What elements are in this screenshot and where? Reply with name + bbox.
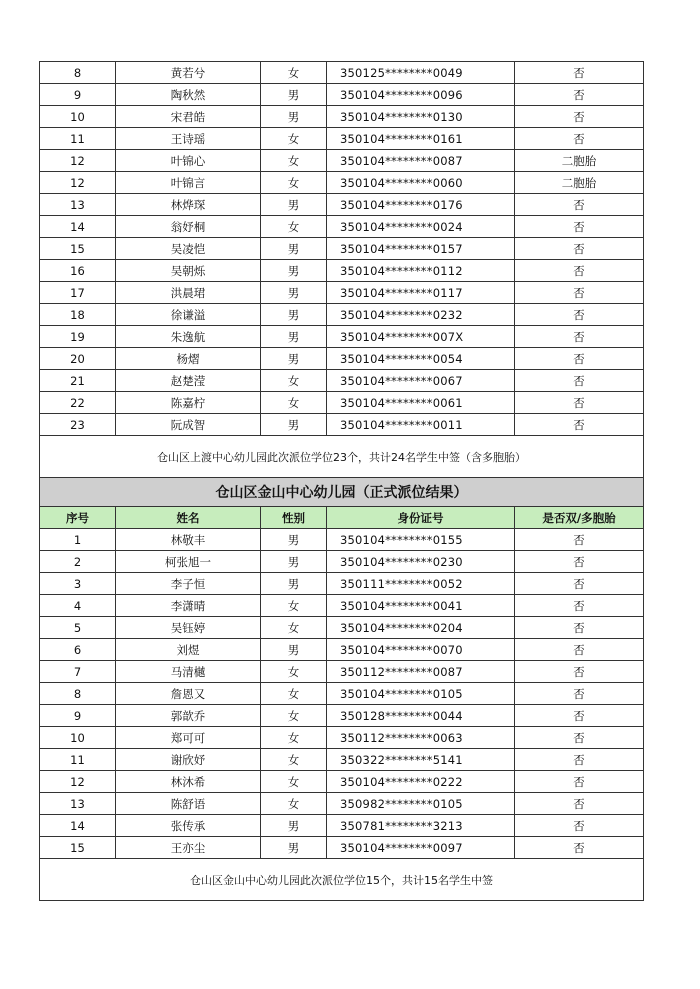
cell-id: 350104********007X <box>327 326 515 348</box>
cell-gender: 男 <box>261 414 327 436</box>
header-id: 身份证号 <box>327 507 515 529</box>
cell-twin: 否 <box>515 573 644 595</box>
cell-gender: 女 <box>261 595 327 617</box>
cell-id: 350125********0049 <box>327 62 515 84</box>
cell-gender: 女 <box>261 705 327 727</box>
cell-id: 350104********0155 <box>327 529 515 551</box>
cell-name: 林敬丰 <box>116 529 261 551</box>
table-row <box>40 150 644 172</box>
cell-gender: 女 <box>261 370 327 392</box>
cell-gender: 男 <box>261 529 327 551</box>
cell-name: 柯张旭一 <box>116 551 261 573</box>
cell-twin: 否 <box>515 661 644 683</box>
table-row <box>40 282 644 304</box>
table-row <box>40 326 644 348</box>
table2-summary-section <box>40 859 644 901</box>
table-row <box>40 304 644 326</box>
cell-gender: 男 <box>261 260 327 282</box>
cell-id: 350322********5141 <box>327 749 515 771</box>
cell-name: 翁妤桐 <box>116 216 261 238</box>
table-row <box>40 661 644 683</box>
cell-gender: 女 <box>261 62 327 84</box>
cell-no: 3 <box>40 573 116 595</box>
cell-gender: 女 <box>261 150 327 172</box>
cell-id: 350104********0204 <box>327 617 515 639</box>
table-row <box>40 771 644 793</box>
cell-id: 350112********0087 <box>327 661 515 683</box>
cell-gender: 女 <box>261 793 327 815</box>
cell-gender: 男 <box>261 815 327 837</box>
cell-twin: 否 <box>515 837 644 859</box>
cell-twin: 否 <box>515 749 644 771</box>
table2-title: 仓山区金山中心幼儿园（正式派位结果） <box>40 478 644 507</box>
cell-name: 王诗瑶 <box>116 128 261 150</box>
table2-header-row <box>40 507 644 529</box>
cell-no: 4 <box>40 595 116 617</box>
cell-name: 陈嘉柠 <box>116 392 261 414</box>
cell-gender: 女 <box>261 771 327 793</box>
table-row <box>40 815 644 837</box>
cell-twin: 二胞胎 <box>515 172 644 194</box>
cell-no: 6 <box>40 639 116 661</box>
cell-no: 20 <box>40 348 116 370</box>
table-row <box>40 573 644 595</box>
cell-no: 13 <box>40 194 116 216</box>
table-row <box>40 529 644 551</box>
cell-gender: 女 <box>261 128 327 150</box>
table-row <box>40 172 644 194</box>
cell-twin: 否 <box>515 414 644 436</box>
table1-summary-section <box>40 436 644 478</box>
cell-id: 350104********0097 <box>327 837 515 859</box>
cell-no: 11 <box>40 749 116 771</box>
table-row <box>40 348 644 370</box>
cell-twin: 否 <box>515 370 644 392</box>
cell-gender: 女 <box>261 661 327 683</box>
cell-name: 林沐希 <box>116 771 261 793</box>
cell-gender: 男 <box>261 304 327 326</box>
cell-gender: 男 <box>261 282 327 304</box>
cell-twin: 否 <box>515 238 644 260</box>
cell-twin: 否 <box>515 595 644 617</box>
cell-id: 350104********0054 <box>327 348 515 370</box>
cell-twin: 否 <box>515 793 644 815</box>
table-row <box>40 84 644 106</box>
cell-twin: 否 <box>515 771 644 793</box>
table-row <box>40 727 644 749</box>
header-gender: 性别 <box>261 507 327 529</box>
cell-name: 陶秋然 <box>116 84 261 106</box>
table2-head-section <box>40 478 644 529</box>
cell-no: 15 <box>40 837 116 859</box>
table-row <box>40 238 644 260</box>
cell-name: 陈舒语 <box>116 793 261 815</box>
cell-name: 林烨琛 <box>116 194 261 216</box>
cell-twin: 否 <box>515 304 644 326</box>
cell-gender: 女 <box>261 617 327 639</box>
cell-id: 350104********0096 <box>327 84 515 106</box>
cell-no: 19 <box>40 326 116 348</box>
cell-name: 谢欣妤 <box>116 749 261 771</box>
cell-name: 吴凌恺 <box>116 238 261 260</box>
cell-no: 5 <box>40 617 116 639</box>
cell-id: 350982********0105 <box>327 793 515 815</box>
table-row <box>40 194 644 216</box>
cell-id: 350104********0067 <box>327 370 515 392</box>
table-row <box>40 837 644 859</box>
cell-no: 16 <box>40 260 116 282</box>
cell-gender: 男 <box>261 106 327 128</box>
cell-id: 350104********0060 <box>327 172 515 194</box>
table-row <box>40 639 644 661</box>
cell-id: 350104********0230 <box>327 551 515 573</box>
header-name: 姓名 <box>116 507 261 529</box>
results-table <box>39 61 644 901</box>
cell-twin: 否 <box>515 62 644 84</box>
cell-no: 1 <box>40 529 116 551</box>
table2-summary: 仓山区金山中心幼儿园此次派位学位15个，共计15名学生中签 <box>40 859 644 901</box>
cell-gender: 女 <box>261 727 327 749</box>
table-row <box>40 392 644 414</box>
cell-name: 李潇晴 <box>116 595 261 617</box>
cell-no: 9 <box>40 705 116 727</box>
cell-gender: 男 <box>261 326 327 348</box>
cell-twin: 否 <box>515 128 644 150</box>
table-row <box>40 551 644 573</box>
cell-gender: 男 <box>261 348 327 370</box>
cell-id: 350111********0052 <box>327 573 515 595</box>
cell-twin: 否 <box>515 326 644 348</box>
cell-id: 350104********0157 <box>327 238 515 260</box>
cell-no: 15 <box>40 238 116 260</box>
table2-body <box>40 529 644 859</box>
table-row <box>40 106 644 128</box>
cell-name: 黄若兮 <box>116 62 261 84</box>
cell-no: 2 <box>40 551 116 573</box>
cell-id: 350104********0232 <box>327 304 515 326</box>
cell-no: 14 <box>40 815 116 837</box>
cell-id: 350104********0070 <box>327 639 515 661</box>
table-row <box>40 260 644 282</box>
cell-no: 12 <box>40 771 116 793</box>
cell-name: 刘煜 <box>116 639 261 661</box>
cell-id: 350104********0176 <box>327 194 515 216</box>
cell-twin: 否 <box>515 282 644 304</box>
cell-name: 郭歆乔 <box>116 705 261 727</box>
cell-gender: 男 <box>261 551 327 573</box>
cell-name: 阮成智 <box>116 414 261 436</box>
cell-twin: 否 <box>515 727 644 749</box>
cell-name: 朱逸航 <box>116 326 261 348</box>
cell-name: 王亦尘 <box>116 837 261 859</box>
table-row <box>40 683 644 705</box>
table-row <box>40 749 644 771</box>
cell-twin: 否 <box>515 529 644 551</box>
cell-gender: 男 <box>261 194 327 216</box>
cell-no: 23 <box>40 414 116 436</box>
cell-gender: 男 <box>261 238 327 260</box>
table-row <box>40 793 644 815</box>
cell-twin: 否 <box>515 260 644 282</box>
cell-id: 350104********0024 <box>327 216 515 238</box>
cell-id: 350104********0222 <box>327 771 515 793</box>
cell-gender: 男 <box>261 573 327 595</box>
cell-name: 赵楚滢 <box>116 370 261 392</box>
cell-name: 洪晨珺 <box>116 282 261 304</box>
cell-name: 李子恒 <box>116 573 261 595</box>
cell-id: 350781********3213 <box>327 815 515 837</box>
cell-name: 杨熠 <box>116 348 261 370</box>
cell-no: 8 <box>40 62 116 84</box>
cell-name: 吴朝烁 <box>116 260 261 282</box>
table-row <box>40 414 644 436</box>
cell-gender: 男 <box>261 837 327 859</box>
cell-name: 宋君皓 <box>116 106 261 128</box>
cell-id: 350104********0061 <box>327 392 515 414</box>
cell-no: 12 <box>40 172 116 194</box>
cell-no: 9 <box>40 84 116 106</box>
cell-gender: 女 <box>261 392 327 414</box>
cell-id: 350104********0011 <box>327 414 515 436</box>
cell-id: 350104********0041 <box>327 595 515 617</box>
header-twin: 是否双/多胞胎 <box>515 507 644 529</box>
cell-name: 叶锦言 <box>116 172 261 194</box>
cell-twin: 否 <box>515 216 644 238</box>
cell-twin: 二胞胎 <box>515 150 644 172</box>
cell-name: 叶锦心 <box>116 150 261 172</box>
header-no: 序号 <box>40 507 116 529</box>
cell-twin: 否 <box>515 639 644 661</box>
cell-no: 8 <box>40 683 116 705</box>
cell-id: 350104********0130 <box>327 106 515 128</box>
cell-gender: 男 <box>261 639 327 661</box>
cell-gender: 男 <box>261 84 327 106</box>
table-row <box>40 62 644 84</box>
table1-summary: 仓山区上渡中心幼儿园此次派位学位23个，共计24名学生中签（含多胞胎） <box>40 436 644 478</box>
cell-no: 10 <box>40 727 116 749</box>
cell-id: 350104********0161 <box>327 128 515 150</box>
table1-body <box>40 62 644 436</box>
table-row <box>40 705 644 727</box>
cell-no: 18 <box>40 304 116 326</box>
cell-no: 17 <box>40 282 116 304</box>
cell-id: 350104********0105 <box>327 683 515 705</box>
cell-no: 10 <box>40 106 116 128</box>
cell-twin: 否 <box>515 551 644 573</box>
cell-no: 13 <box>40 793 116 815</box>
table-row <box>40 617 644 639</box>
cell-twin: 否 <box>515 348 644 370</box>
cell-name: 徐谦溢 <box>116 304 261 326</box>
cell-name: 马清樾 <box>116 661 261 683</box>
cell-no: 11 <box>40 128 116 150</box>
cell-name: 郑可可 <box>116 727 261 749</box>
cell-name: 吴钰婷 <box>116 617 261 639</box>
cell-twin: 否 <box>515 106 644 128</box>
cell-twin: 否 <box>515 194 644 216</box>
table-row <box>40 128 644 150</box>
cell-id: 350112********0063 <box>327 727 515 749</box>
cell-id: 350104********0112 <box>327 260 515 282</box>
cell-name: 张传承 <box>116 815 261 837</box>
cell-no: 22 <box>40 392 116 414</box>
cell-gender: 女 <box>261 172 327 194</box>
cell-id: 350104********0087 <box>327 150 515 172</box>
cell-no: 21 <box>40 370 116 392</box>
cell-no: 12 <box>40 150 116 172</box>
cell-gender: 女 <box>261 683 327 705</box>
admission-results-sheet <box>39 61 643 901</box>
table-row <box>40 595 644 617</box>
cell-twin: 否 <box>515 705 644 727</box>
cell-twin: 否 <box>515 392 644 414</box>
cell-no: 14 <box>40 216 116 238</box>
cell-twin: 否 <box>515 815 644 837</box>
table-row <box>40 370 644 392</box>
cell-no: 7 <box>40 661 116 683</box>
cell-twin: 否 <box>515 84 644 106</box>
cell-id: 350104********0117 <box>327 282 515 304</box>
cell-twin: 否 <box>515 617 644 639</box>
table-row <box>40 216 644 238</box>
cell-twin: 否 <box>515 683 644 705</box>
cell-id: 350128********0044 <box>327 705 515 727</box>
cell-gender: 女 <box>261 216 327 238</box>
cell-name: 詹恩又 <box>116 683 261 705</box>
cell-gender: 女 <box>261 749 327 771</box>
